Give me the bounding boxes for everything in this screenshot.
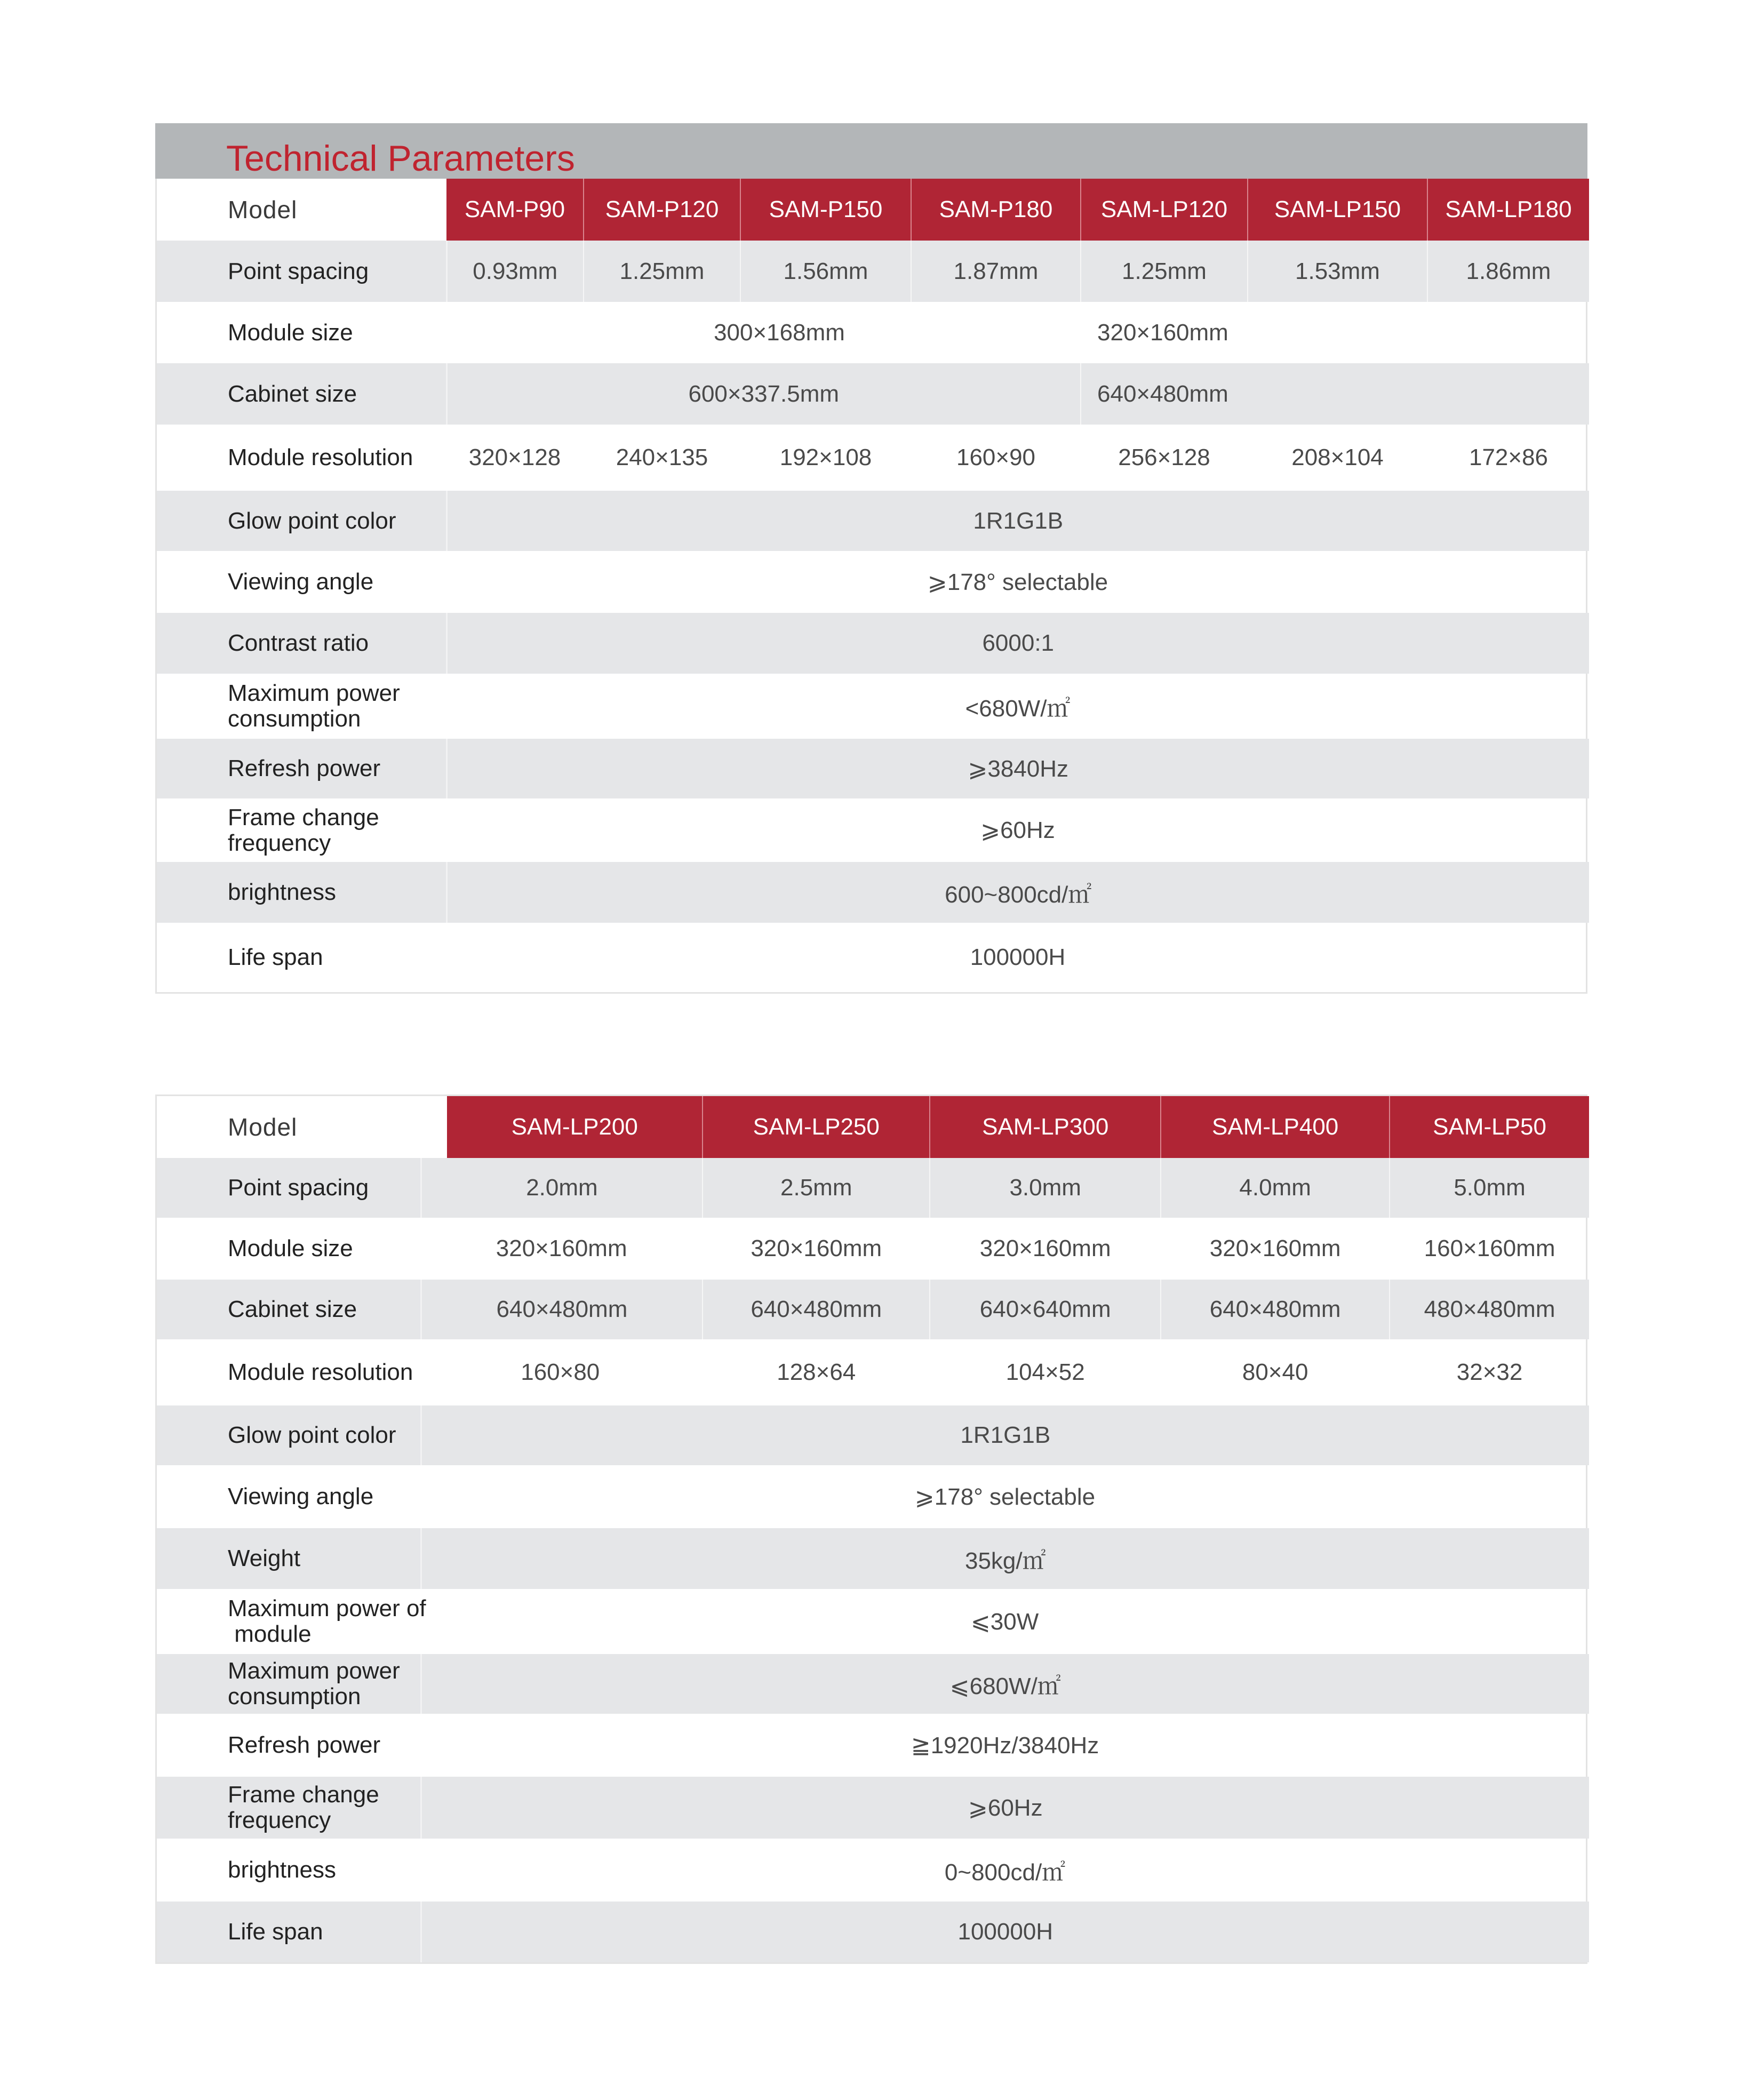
table-2-frame <box>155 1095 1587 1964</box>
table-row <box>157 1654 1589 1714</box>
table-row <box>157 923 1589 992</box>
table-row <box>157 1528 1589 1589</box>
cell-value: 1R1G1B <box>446 491 1589 551</box>
table-2 <box>157 1096 1589 1962</box>
label-line: Maximum power <box>228 680 400 706</box>
title-bar <box>155 123 1587 179</box>
row-label: Weight <box>157 1528 421 1589</box>
table-1-frame <box>155 179 1587 994</box>
row-label: Module size <box>157 302 446 363</box>
table-row <box>157 739 1589 798</box>
cell-value: 600×337.5mm <box>446 363 1081 425</box>
cell-value: 300×168mm <box>714 319 845 346</box>
cell-value: 2.5mm <box>703 1158 930 1218</box>
row-label: Contrast ratio <box>157 613 446 674</box>
table-row <box>157 1589 1589 1654</box>
row-label <box>157 1589 447 1654</box>
cell-value: 80×40 <box>1161 1339 1390 1405</box>
row-label <box>157 798 446 862</box>
table-row <box>157 798 1589 862</box>
table-row <box>157 613 1589 674</box>
cell-value: 640×480mm <box>1161 1280 1390 1339</box>
row-label: Point spacing <box>157 241 446 302</box>
model-header-row <box>157 1096 1589 1158</box>
cell-value: 320×160mm <box>496 1235 627 1261</box>
cell-value: ⩾3840Hz <box>446 739 1589 798</box>
table-row <box>157 1777 1589 1839</box>
label-line: Maximum power <box>228 1658 400 1684</box>
table-row <box>157 1839 1589 1902</box>
cell-value: 240×135 <box>584 425 740 491</box>
cell-value: 104×52 <box>930 1339 1161 1405</box>
model-header: SAM-LP400 <box>1161 1096 1390 1158</box>
cell-value: 1.53mm <box>1248 241 1427 302</box>
cell-value: 6000:1 <box>446 613 1589 674</box>
cell-value: 100000H <box>421 1902 1589 1962</box>
cell-value: 32×32 <box>1390 1339 1589 1405</box>
cell-value: 480×480mm <box>1390 1280 1589 1339</box>
table-row <box>157 1902 1589 1962</box>
cell-value: 4.0mm <box>1161 1158 1390 1218</box>
row-label: Viewing angle <box>157 551 446 613</box>
row-label: Module resolution <box>157 1339 447 1405</box>
label-line: Frame change <box>228 1782 379 1808</box>
cell-value: 160×80 <box>521 1359 600 1385</box>
row-label: brightness <box>157 862 446 923</box>
cell-value: 1.56mm <box>740 241 911 302</box>
label-line: consumption <box>228 706 361 732</box>
cell-value: 320×160mm <box>703 1218 930 1280</box>
cell-value: 5.0mm <box>1390 1158 1589 1218</box>
label-line: frequency <box>228 829 331 856</box>
row-label: Cabinet size <box>157 363 446 425</box>
table-1 <box>157 179 1589 992</box>
cell-value: ⩾60Hz <box>421 1777 1589 1839</box>
row-label: Life span <box>157 923 446 992</box>
cell-value: 0.93mm <box>446 241 584 302</box>
label-line: consumption <box>228 1683 361 1709</box>
cell-value: 320×160mm <box>1081 302 1589 363</box>
row-label: Viewing angle <box>157 1465 421 1528</box>
cell-value: ≧1920Hz/3840Hz <box>911 1732 1099 1759</box>
row-label: brightness <box>157 1839 421 1902</box>
cell-value: 0~800cd/㎡ <box>944 1859 1066 1886</box>
cell-value: 320×128 <box>468 444 561 470</box>
row-label <box>157 674 446 739</box>
table-row <box>157 241 1589 302</box>
section-title: Technical Parameters <box>226 138 575 179</box>
cell-value: 160×90 <box>911 425 1081 491</box>
cell-value: <680W/㎡ <box>965 696 1071 722</box>
model-header: SAM-P90 <box>446 179 584 241</box>
cell-value: 256×128 <box>1081 425 1248 491</box>
cell-value: 208×104 <box>1248 425 1427 491</box>
row-label <box>157 1654 421 1714</box>
model-header: SAM-LP200 <box>447 1096 703 1158</box>
table-row <box>157 1465 1589 1528</box>
row-label: Life span <box>157 1902 421 1962</box>
cell-value: 640×480mm <box>421 1280 703 1339</box>
row-label: Module resolution <box>157 425 446 491</box>
spec-table-1 <box>155 123 1587 994</box>
cell-value: 160×160mm <box>1390 1218 1589 1280</box>
model-label: Model <box>157 1096 447 1158</box>
model-header: SAM-LP120 <box>1081 179 1248 241</box>
model-label: Model <box>157 179 446 241</box>
cell-value: ⩽680W/㎡ <box>421 1654 1589 1714</box>
table-row <box>157 363 1589 425</box>
cell-value: 640×480mm <box>703 1280 930 1339</box>
cell-value: ⩾60Hz <box>980 817 1055 843</box>
label-line: frequency <box>228 1807 331 1833</box>
table-row <box>157 674 1589 739</box>
cell-value: ⩽30W <box>970 1608 1039 1635</box>
cell-value: 192×108 <box>740 425 911 491</box>
cell-value: 1R1G1B <box>421 1405 1589 1465</box>
label-line: Maximum power of <box>228 1595 426 1621</box>
row-label: Glow point color <box>157 1405 421 1465</box>
model-header: SAM-P120 <box>584 179 740 241</box>
table-row <box>157 1714 1589 1777</box>
cell-value: ⩾178° selectable <box>927 569 1108 595</box>
table-row <box>157 1405 1589 1465</box>
table-row <box>157 862 1589 923</box>
table-row <box>157 1218 1589 1280</box>
model-header: SAM-P150 <box>740 179 911 241</box>
spec-table-2 <box>155 1095 1587 1964</box>
cell-value: 1.25mm <box>584 241 740 302</box>
cell-value: 100000H <box>970 944 1066 970</box>
table-row <box>157 425 1589 491</box>
row-label: Refresh power <box>157 739 446 798</box>
cell-value: 320×160mm <box>930 1218 1161 1280</box>
cell-value: ⩾178° selectable <box>914 1483 1096 1510</box>
cell-value: 172×86 <box>1427 425 1589 491</box>
cell-value: 1.87mm <box>911 241 1081 302</box>
cell-value: 128×64 <box>703 1339 930 1405</box>
row-label: Point spacing <box>157 1158 421 1218</box>
row-label <box>157 1777 421 1839</box>
cell-value: 320×160mm <box>1161 1218 1390 1280</box>
cell-value: 640×640mm <box>930 1280 1161 1339</box>
model-header: SAM-LP150 <box>1248 179 1427 241</box>
cell-value: 2.0mm <box>421 1158 703 1218</box>
table-row <box>157 1339 1589 1405</box>
label-line: module <box>228 1621 312 1647</box>
row-label: Cabinet size <box>157 1280 421 1339</box>
cell-value: 600~800cd/㎡ <box>446 862 1589 923</box>
model-header: SAM-LP180 <box>1427 179 1589 241</box>
cell-value: 1.25mm <box>1081 241 1248 302</box>
table-row <box>157 491 1589 551</box>
table-row <box>157 1158 1589 1218</box>
row-label: Module size <box>157 1218 421 1280</box>
model-header: SAM-LP300 <box>930 1096 1161 1158</box>
table-row <box>157 551 1589 613</box>
table-row <box>157 1280 1589 1339</box>
cell-value: 3.0mm <box>930 1158 1161 1218</box>
table-row <box>157 302 1589 363</box>
label-line: Frame change <box>228 804 379 830</box>
cell-value: 1.86mm <box>1427 241 1589 302</box>
model-header-row <box>157 179 1589 241</box>
cell-value: 640×480mm <box>1081 363 1589 425</box>
row-label: Glow point color <box>157 491 446 551</box>
model-header: SAM-LP250 <box>703 1096 930 1158</box>
model-header: SAM-LP50 <box>1390 1096 1589 1158</box>
row-label: Refresh power <box>157 1714 421 1777</box>
cell-value: 35kg/㎡ <box>421 1528 1589 1589</box>
model-header: SAM-P180 <box>911 179 1081 241</box>
